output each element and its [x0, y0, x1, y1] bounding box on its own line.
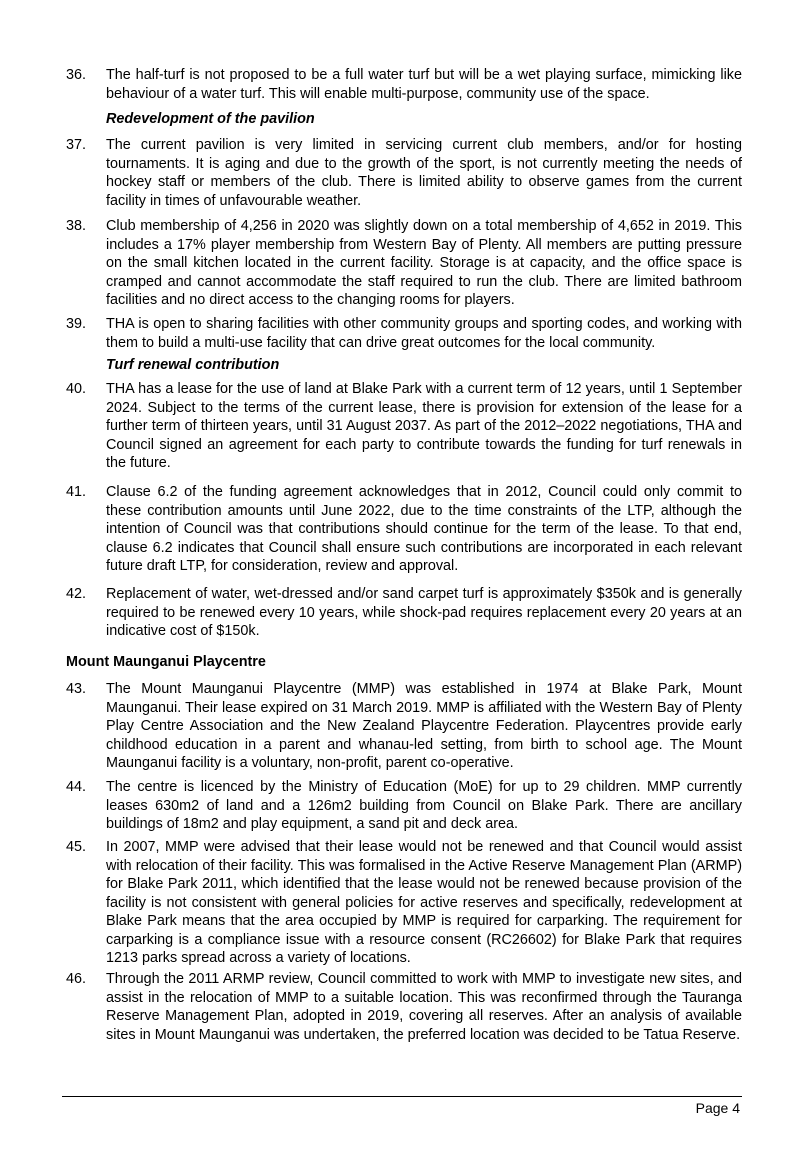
- paragraph-39: [66, 315, 742, 352]
- subheading-pavilion: Redevelopment of the pavilion: [106, 111, 315, 127]
- paragraph-text: In 2007, MMP were advised that their lease would not be renewed and that Council would assist with relocation of their facility. This was formalised in the Active Reserve Management Plan (ARMP) for Blake Park 2011, which identified that the lease would not be renewed because provision of the facility is not consistent with general policies for active reserves and specifically, redevelopment at Blake Park means that the area occupied by MMP is required for carparking. The requirement for carparking is a compliance issue with a resource consent (RC26602) for Blake Park that requires 1213 parks spread across a variety of locations.: [106, 839, 742, 966]
- paragraph-40: [66, 380, 742, 473]
- section-heading-playcentre: Mount Maunganui Playcentre: [66, 654, 266, 670]
- paragraph-number: 37.: [66, 137, 87, 153]
- paragraph-38: [66, 217, 742, 310]
- paragraph-number: 36.: [66, 67, 87, 83]
- paragraph-text: The half-turf is not proposed to be a full water turf but will be a wet playing surface, mimicking like behaviour of a water turf. This will enable multi-purpose, community use of the space.: [106, 67, 742, 102]
- paragraph-text: The current pavilion is very limited in servicing current club members, and/or for hosting tournaments. It is aging and due to the growth of the sport, is not currently meeting the needs of hockey staff or members of the club. There is limited ability to observe games from the current facility in times of unfavourable weather.: [106, 137, 742, 209]
- paragraph-45: [66, 838, 742, 968]
- paragraph-text: THA is open to sharing facilities with other community groups and sporting codes, and working with them to build a multi-use facility that can drive great outcomes for the local community.: [106, 316, 742, 351]
- paragraph-42: [66, 585, 742, 641]
- paragraph-44: [66, 778, 742, 834]
- paragraph-number: 38.: [66, 218, 87, 234]
- subheading-turf-renewal: Turf renewal contribution: [106, 357, 280, 373]
- paragraph-text: Replacement of water, wet-dressed and/or sand carpet turf is approximately $350k and is generally required to be renewed every 10 years, while shock-pad requires replacement every 20 years at an indicative cost of $150k.: [106, 586, 742, 639]
- paragraph-number: 39.: [66, 316, 87, 332]
- paragraph-text: Club membership of 4,256 in 2020 was slightly down on a total membership of 4,652 in 2019. This includes a 17% player membership from Western Bay of Plenty. All members are putting pressure on the small kitchen located in the current facility. Storage is at capacity, and the office space is cramped and cannot accommodate the staff required to run the club. There are limited bathroom facilities and no direct access to the changing rooms for players.: [106, 218, 742, 308]
- paragraph-36: [66, 66, 742, 103]
- paragraph-number: 44.: [66, 779, 87, 795]
- paragraph-number: 42.: [66, 586, 87, 602]
- paragraph-46: [66, 970, 742, 1044]
- paragraph-43: [66, 680, 742, 773]
- paragraph-text: The centre is licenced by the Ministry of Education (MoE) for up to 29 children. MMP currently leases 630m2 of land and a 126m2 building from Council on Blake Park. There are ancillary buildings of 18m2 and play equipment, a sand pit and deck area.: [106, 779, 742, 832]
- page-number: Page 4: [695, 1100, 740, 1116]
- paragraph-number: 46.: [66, 971, 87, 987]
- paragraph-number: 41.: [66, 484, 87, 500]
- paragraph-text: The Mount Maunganui Playcentre (MMP) was established in 1974 at Blake Park, Mount Maunganui. Their lease expired on 31 March 2019. MMP is affiliated with the Western Bay of Plenty Play Centre Association and the New Zealand Playcentre Federation. Playcentres provide early childhood education in a parent and whanau-led setting, from birth to school age. The Mount Maunganui facility is a voluntary, non-profit, parent co-operative.: [106, 681, 742, 771]
- footer-divider: [62, 1096, 742, 1097]
- paragraph-41: [66, 483, 742, 576]
- paragraph-number: 40.: [66, 381, 87, 397]
- paragraph-number: 43.: [66, 681, 87, 697]
- paragraph-text: THA has a lease for the use of land at Blake Park with a current term of 12 years, until 1 September 2024. Subject to the terms of the current lease, there is provision for extension of the lease for a further term of thirteen years, until 31 August 2037. As part of the 2012–2022 negotiations, THA and Council signed an agreement for each party to contribute towards the funding for turf renewals in the future.: [106, 381, 742, 471]
- paragraph-37: [66, 136, 742, 210]
- paragraph-number: 45.: [66, 839, 87, 855]
- paragraph-text: Through the 2011 ARMP review, Council committed to work with MMP to investigate new sites, and assist in the relocation of MMP to a suitable location. This was reconfirmed through the Tauranga Reserve Management Plan, adopted in 2019, covering all reserves. After an analysis of available sites in Mount Maunganui was undertaken, the preferred location was decided to be Tatua Reserve.: [106, 971, 742, 1043]
- paragraph-text: Clause 6.2 of the funding agreement acknowledges that in 2012, Council could only commit to these contribution amounts until June 2022, due to the time constraints of the LTP, although the intention of Council was that contributions should continue for the term of the lease. To that end, clause 6.2 indicates that Council shall ensure such contributions are incorporated in each relevant future draft LTP, for consideration, review and approval.: [106, 484, 742, 574]
